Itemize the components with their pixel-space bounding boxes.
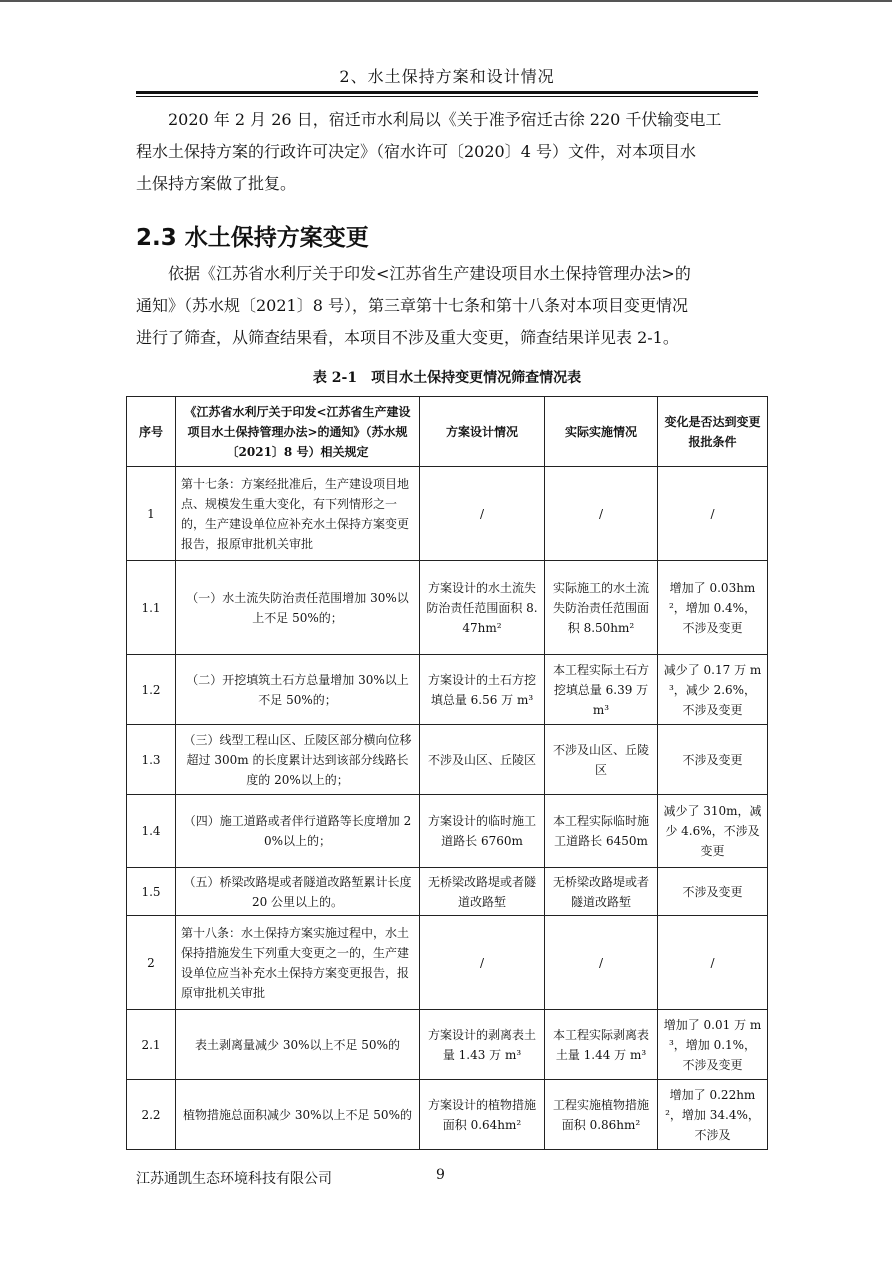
cell-result: 增加了 0.22hm²，增加 34.4%，不涉及 [658, 1080, 768, 1150]
cell-design: 不涉及山区、丘陵区 [420, 725, 545, 795]
table-row [127, 1080, 768, 1150]
cell-design: 方案设计的水土流失防治责任范围面积 8.47hm² [420, 561, 545, 655]
cell-actual: 无桥梁改路堤或者隧道改路堑 [545, 868, 658, 916]
header-design: 方案设计情况 [420, 397, 545, 467]
cell-result: 减少了 0.17 万 m³，减少 2.6%，不涉及变更 [658, 655, 768, 725]
cell-rule: （一）水土流失防治责任范围增加 30%以上不足 50%的； [176, 561, 420, 655]
cell-design: 方案设计的植物措施面积 0.64hm² [420, 1080, 545, 1150]
text-line: 土保持方案做了批复。 [136, 174, 297, 193]
cell-actual: 工程实施植物措施面积 0.86hm² [545, 1080, 658, 1150]
cell-no: 1.5 [127, 868, 176, 916]
cell-actual: 本工程实际土石方挖填总量 6.39 万 m³ [545, 655, 658, 725]
cell-no: 1.4 [127, 795, 176, 868]
cell-no: 1.3 [127, 725, 176, 795]
table-row [127, 725, 768, 795]
section-paragraph [136, 258, 758, 354]
cell-no: 2.2 [127, 1080, 176, 1150]
cell-actual: 本工程实际临时施工道路长 6450m [545, 795, 658, 868]
cell-rule: （四）施工道路或者伴行道路等长度增加 20%以上的； [176, 795, 420, 868]
cell-rule: 表土剥离量减少 30%以上不足 50%的 [176, 1010, 420, 1080]
cell-result: 不涉及变更 [658, 868, 768, 916]
cell-rule: 植物措施总面积减少 30%以上不足 50%的 [176, 1080, 420, 1150]
table-header-row [127, 397, 768, 467]
cell-result: / [658, 467, 768, 561]
cell-result: 减少了 310m，减少 4.6%，不涉及变更 [658, 795, 768, 868]
page-number: 9 [436, 1167, 445, 1183]
cell-result: 不涉及变更 [658, 725, 768, 795]
table-row [127, 1010, 768, 1080]
text-line: 进行了筛查，从筛查结果看，本项目不涉及重大变更，筛查结果详见表 2-1。 [136, 328, 679, 347]
cell-actual: 不涉及山区、丘陵区 [545, 725, 658, 795]
cell-design: 方案设计的土石方挖填总量 6.56 万 m³ [420, 655, 545, 725]
cell-design: / [420, 467, 545, 561]
cell-rule: 第十七条：方案经批准后，生产建设项目地点、规模发生重大变化，有下列情形之一的，生产建设单位应补充水土保持方案变更报告，报原审批机关审批 [176, 467, 420, 561]
page-header: 2、水土保持方案和设计情况 [339, 67, 555, 86]
header-no: 序号 [127, 397, 176, 467]
table-row [127, 655, 768, 725]
cell-no: 2.1 [127, 1010, 176, 1080]
text-line: 2020 年 2 月 26 日，宿迁市水利局以《关于准予宿迁古徐 220 千伏输变电工 [136, 110, 722, 129]
cell-design: 无桥梁改路堤或者隧道改路堑 [420, 868, 545, 916]
table-caption: 表 2-1 项目水土保持变更情况筛查情况表 [312, 370, 582, 386]
table-row [127, 467, 768, 561]
cell-actual: / [545, 916, 658, 1010]
table-row [127, 868, 768, 916]
top-border [0, 0, 892, 2]
header-rule: 《江苏省水利厅关于印发<江苏省生产建设项目水土保持管理办法>的通知》（苏水规〔2021〕8 号）相关规定 [176, 397, 420, 467]
cell-actual: 实际施工的水土流失防治责任范围面积 8.50hm² [545, 561, 658, 655]
header-rule-thick [136, 91, 758, 94]
text-line: 通知》（苏水规〔2021〕8 号），第三章第十七条和第十八条对本项目变更情况 [136, 296, 688, 315]
cell-rule: 第十八条：水土保持方案实施过程中，水土保持措施发生下列重大变更之一的，生产建设单位应当补充水土保持方案变更报告，报原审批机关审批 [176, 916, 420, 1010]
cell-no: 1.1 [127, 561, 176, 655]
cell-actual: / [545, 467, 658, 561]
header-rule-thin [136, 96, 758, 97]
cell-result: 增加了 0.01 万 m³，增加 0.1%，不涉及变更 [658, 1010, 768, 1080]
cell-actual: 本工程实际剥离表土量 1.44 万 m³ [545, 1010, 658, 1080]
table-row [127, 916, 768, 1010]
cell-design: / [420, 916, 545, 1010]
text-line: 程水土保持方案的行政许可决定》（宿水许可〔2020〕4 号）文件，对本项目水 [136, 142, 696, 161]
cell-no: 1.2 [127, 655, 176, 725]
cell-no: 2 [127, 916, 176, 1010]
cell-rule: （二）开挖填筑土石方总量增加 30%以上不足 50%的； [176, 655, 420, 725]
cell-design: 方案设计的临时施工道路长 6760m [420, 795, 545, 868]
intro-paragraph [136, 104, 758, 200]
cell-result: 增加了 0.03hm²，增加 0.4%，不涉及变更 [658, 561, 768, 655]
text-line: 依据《江苏省水利厅关于印发<江苏省生产建设项目水土保持管理办法>的 [136, 264, 691, 283]
section-title: 2.3 水土保持方案变更 [136, 225, 369, 251]
change-screening-table [126, 396, 768, 1150]
table-row [127, 795, 768, 868]
cell-no: 1 [127, 467, 176, 561]
cell-rule: （五）桥梁改路堤或者隧道改路堑累计长度 20 公里以上的。 [176, 868, 420, 916]
cell-result: / [658, 916, 768, 1010]
footer-company: 江苏通凯生态环境科技有限公司 [136, 1171, 332, 1187]
table-row [127, 561, 768, 655]
header-actual: 实际实施情况 [545, 397, 658, 467]
header-result: 变化是否达到变更报批条件 [658, 397, 768, 467]
cell-design: 方案设计的剥离表土量 1.43 万 m³ [420, 1010, 545, 1080]
cell-rule: （三）线型工程山区、丘陵区部分横向位移超过 300m 的长度累计达到该部分线路长度的 20%以上的； [176, 725, 420, 795]
